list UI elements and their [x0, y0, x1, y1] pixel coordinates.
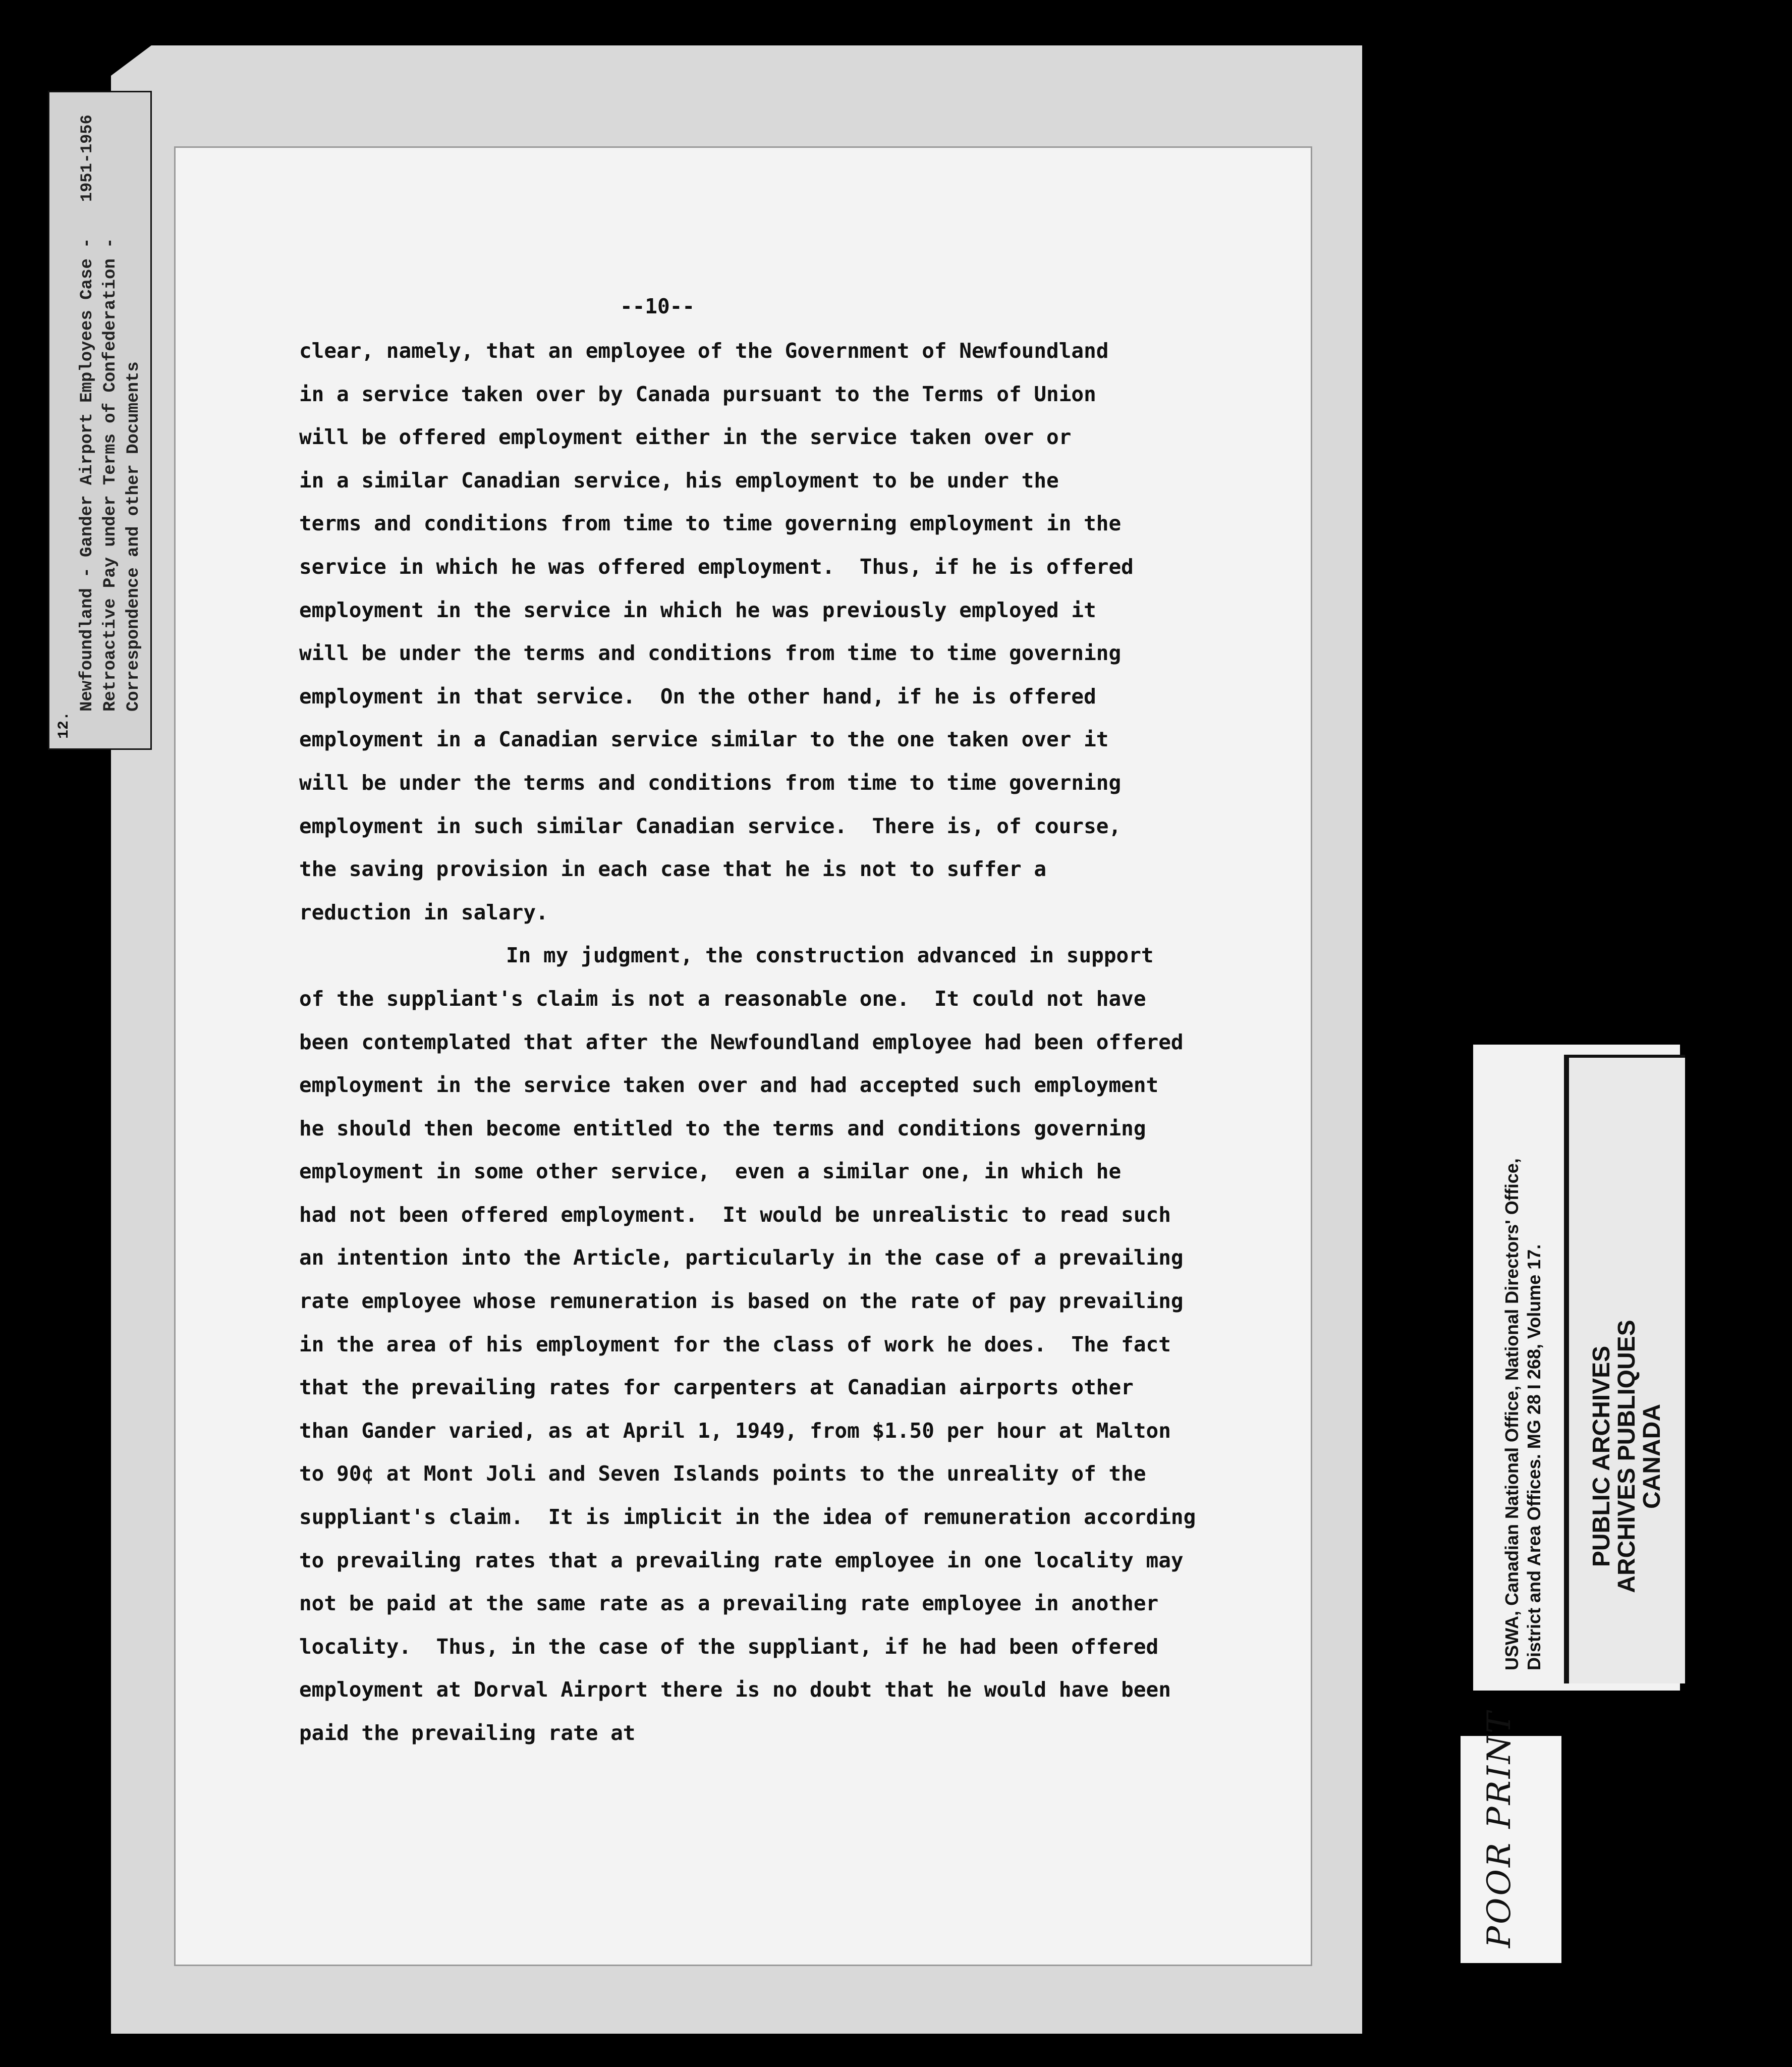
credit-line: USWA, Canadian National Office, National Directors' Office, — [1501, 1158, 1522, 1670]
folder-label-line: Correspondence and other Documents — [124, 361, 143, 712]
text-line: an intention into the Article, particularly in the case of a prevailing — [299, 1245, 1184, 1270]
text-line: that the prevailing rates for carpenters at Canadian airports other — [299, 1375, 1134, 1400]
text-line: employment in a Canadian service similar to the one taken over it — [299, 727, 1109, 752]
folder-number: 12. — [55, 711, 73, 739]
text-line: paid the prevailing rate at — [299, 1721, 636, 1745]
text-lines — [299, 330, 1283, 1755]
document-body — [299, 294, 1283, 1755]
archives-line: CANADA — [1639, 1404, 1665, 1509]
credit-line: District and Area Offices. MG 28 I 268, Volume 17. — [1524, 1244, 1544, 1670]
folder-label-line: Newfoundland - Gander Airport Employees Case - — [78, 238, 97, 712]
folder-label-line: Retroactive Pay under Terms of Confederation - — [101, 238, 120, 712]
text-line: to 90¢ at Mont Joli and Seven Islands points to the unreality of the — [299, 1461, 1146, 1486]
folder-years: 1951-1956 — [78, 115, 96, 202]
text-line: had not been offered employment. It would be unrealistic to read such — [299, 1202, 1171, 1227]
text-line: will be under the terms and conditions from time to time governing — [299, 641, 1122, 666]
poor-print-text: POOR PRINT — [1481, 1710, 1518, 1948]
archives-line: ARCHIVES PUBLIQUES — [1613, 1320, 1640, 1593]
text-line: been contemplated that after the Newfoundland employee had been offered — [299, 1029, 1184, 1054]
text-line: the saving provision in each case that he is not to suffer a — [299, 857, 1047, 882]
text-line: employment in some other service, even a similar one, in which he — [299, 1159, 1122, 1184]
text-line: In my judgment, the construction advanced in support — [506, 943, 1154, 968]
archive-stamp — [1473, 1045, 1680, 1691]
text-line: not be paid at the same rate as a prevailing rate employee in another — [299, 1591, 1159, 1616]
text-line: than Gander varied, as at April 1, 1949, from $1.50 per hour at Malton — [299, 1418, 1171, 1443]
text-line: employment in that service. On the other hand, if he is offered — [299, 684, 1096, 709]
text-line: employment at Dorval Airport there is no doubt that he would have been — [299, 1677, 1171, 1702]
text-line: reduction in salary. — [299, 900, 548, 924]
text-line: in the area of his employment for the class of work he does. The fact — [299, 1332, 1171, 1356]
folder-label — [76, 115, 145, 712]
text-line: terms and conditions from time to time governing employment in the — [299, 511, 1122, 536]
text-line: in a similar Canadian service, his employment to be under the — [299, 468, 1059, 493]
text-line: service in which he was offered employment. Thus, if he is offered — [299, 554, 1134, 579]
text-line: to prevailing rates that a prevailing rate employee in one locality may — [299, 1548, 1184, 1572]
text-line: clear, namely, that an employee of the Government of Newfoundland — [299, 339, 1109, 363]
text-line: suppliant's claim. It is implicit in the idea of remuneration according — [299, 1505, 1196, 1530]
document-page — [174, 146, 1312, 1966]
text-line: employment in the service taken over and had accepted such employment — [299, 1073, 1159, 1098]
poor-print-note — [1461, 1710, 1561, 1963]
text-line: of the suppliant's claim is not a reasonable one. It could not have — [299, 986, 1146, 1011]
archive-credit — [1501, 1065, 1545, 1670]
archives-label — [1589, 1275, 1665, 1638]
text-line: he should then become entitled to the terms and conditions governing — [299, 1116, 1146, 1140]
text-line: rate employee whose remuneration is based on the rate of pay prevailing — [299, 1289, 1184, 1314]
text-line: employment in the service in which he was previously employed it — [299, 597, 1096, 622]
text-line: will be offered employment either in the service taken over or — [299, 425, 1072, 450]
text-line: in a service taken over by Canada pursuant to the Terms of Union — [299, 382, 1096, 406]
text-line: locality. Thus, in the case of the suppliant, if he had been offered — [299, 1634, 1159, 1659]
archives-box — [1564, 1055, 1685, 1683]
page-number: --10-- — [620, 294, 695, 318]
text-line: employment in such similar Canadian service. There is, of course, — [299, 813, 1122, 838]
archives-line: PUBLIC ARCHIVES — [1588, 1345, 1615, 1567]
text-line: will be under the terms and conditions from time to time governing — [299, 770, 1122, 795]
